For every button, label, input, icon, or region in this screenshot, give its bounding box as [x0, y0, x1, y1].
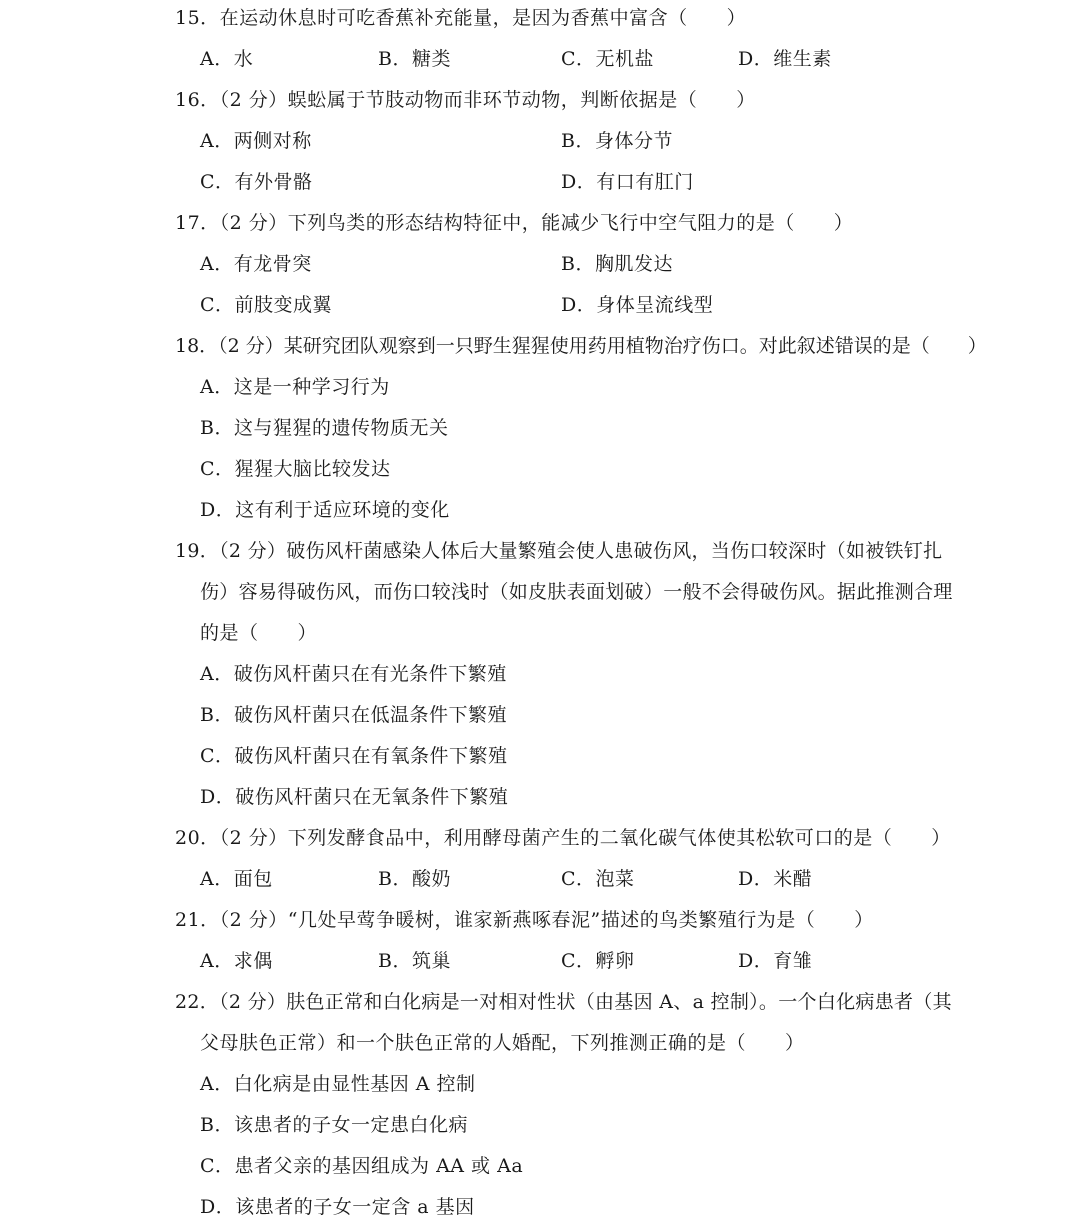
- question-18-option-b: B．这与猩猩的遗传物质无关: [200, 417, 449, 439]
- question-18-option-a: A．这是一种学习行为: [200, 376, 390, 398]
- question-20-option-a: A．面包: [200, 868, 273, 890]
- question-22-option-a: A．白化病是由显性基因 A 控制: [200, 1073, 476, 1095]
- question-15-option-a: A．水: [200, 48, 254, 70]
- question-16-option-a: A．两侧对称: [200, 130, 312, 152]
- question-16-stem: 16．（2 分）蜈蚣属于节肢动物而非环节动物，判断依据是（ ）: [175, 89, 756, 111]
- question-22-stem-line-1: 22．（2 分）肤色正常和白化病是一对相对性状（由基因 A、a 控制）。一个白化病患者（其: [175, 991, 952, 1013]
- question-18-option-d: D．这有利于适应环境的变化: [200, 499, 450, 521]
- question-22-option-d: D．该患者的子女一定含 a 基因: [200, 1196, 475, 1218]
- question-19-option-b: B．破伤风杆菌只在低温条件下繁殖: [200, 704, 507, 726]
- question-19-option-a: A．破伤风杆菌只在有光条件下繁殖: [200, 663, 507, 685]
- question-19-stem-line-2: 伤）容易得破伤风，而伤口较浅时（如皮肤表面划破）一般不会得破伤风。据此推测合理: [200, 581, 953, 603]
- question-22-option-b: B．该患者的子女一定患白化病: [200, 1114, 468, 1136]
- question-15-option-d: D．维生素: [738, 48, 832, 70]
- question-18-option-c: C．猩猩大脑比较发达: [200, 458, 391, 480]
- question-16-option-b: B．身体分节: [561, 130, 673, 152]
- question-20-option-d: D．米醋: [738, 868, 813, 890]
- question-16-option-c: C．有外骨骼: [200, 171, 313, 193]
- question-17-option-d: D．身体呈流线型: [561, 294, 714, 316]
- question-19-stem-line-1: 19．（2 分）破伤风杆菌感染人体后大量繁殖会使人患破伤风，当伤口较深时（如被铁钉扎: [175, 540, 943, 562]
- question-17-option-a: A．有龙骨突: [200, 253, 312, 275]
- question-15-option-b: B．糖类: [378, 48, 451, 70]
- question-21-option-c: C．孵卵: [561, 950, 635, 972]
- question-15-stem: 15．在运动休息时可吃香蕉补充能量，是因为香蕉中富含（ ）: [175, 7, 747, 29]
- question-21-option-a: A．求偶: [200, 950, 273, 972]
- question-15-option-c: C．无机盐: [561, 48, 655, 70]
- question-19-option-c: C．破伤风杆菌只在有氧条件下繁殖: [200, 745, 508, 767]
- question-17-option-c: C．前肢变成翼: [200, 294, 333, 316]
- question-19-option-d: D．破伤风杆菌只在无氧条件下繁殖: [200, 786, 509, 808]
- question-19-stem-line-3: 的是（ ）: [200, 622, 318, 644]
- question-17-stem: 17．（2 分）下列鸟类的形态结构特征中，能减少飞行中空气阻力的是（ ）: [175, 212, 854, 234]
- question-20-stem: 20．（2 分）下列发酵食品中，利用酵母菌产生的二氧化碳气体使其松软可口的是（ ）: [175, 827, 951, 849]
- question-21-option-b: B．筑巢: [378, 950, 451, 972]
- question-21-stem: 21．（2 分）“几处早莺争暖树，谁家新燕啄春泥”描述的鸟类繁殖行为是（ ）: [175, 909, 874, 931]
- question-20-option-b: B．酸奶: [378, 868, 451, 890]
- question-17-option-b: B．胸肌发达: [561, 253, 673, 275]
- question-18-stem: 18．（2 分）某研究团队观察到一只野生猩猩使用药用植物治疗伤口。对此叙述错误的是（ ）: [175, 335, 987, 357]
- question-22-option-c: C．患者父亲的基因组成为 AA 或 Aa: [200, 1155, 524, 1177]
- question-16-option-d: D．有口有肛门: [561, 171, 694, 193]
- question-22-stem-line-2: 父母肤色正常）和一个肤色正常的人婚配，下列推测正确的是（ ）: [200, 1032, 805, 1054]
- question-20-option-c: C．泡菜: [561, 868, 635, 890]
- question-21-option-d: D．育雏: [738, 950, 813, 972]
